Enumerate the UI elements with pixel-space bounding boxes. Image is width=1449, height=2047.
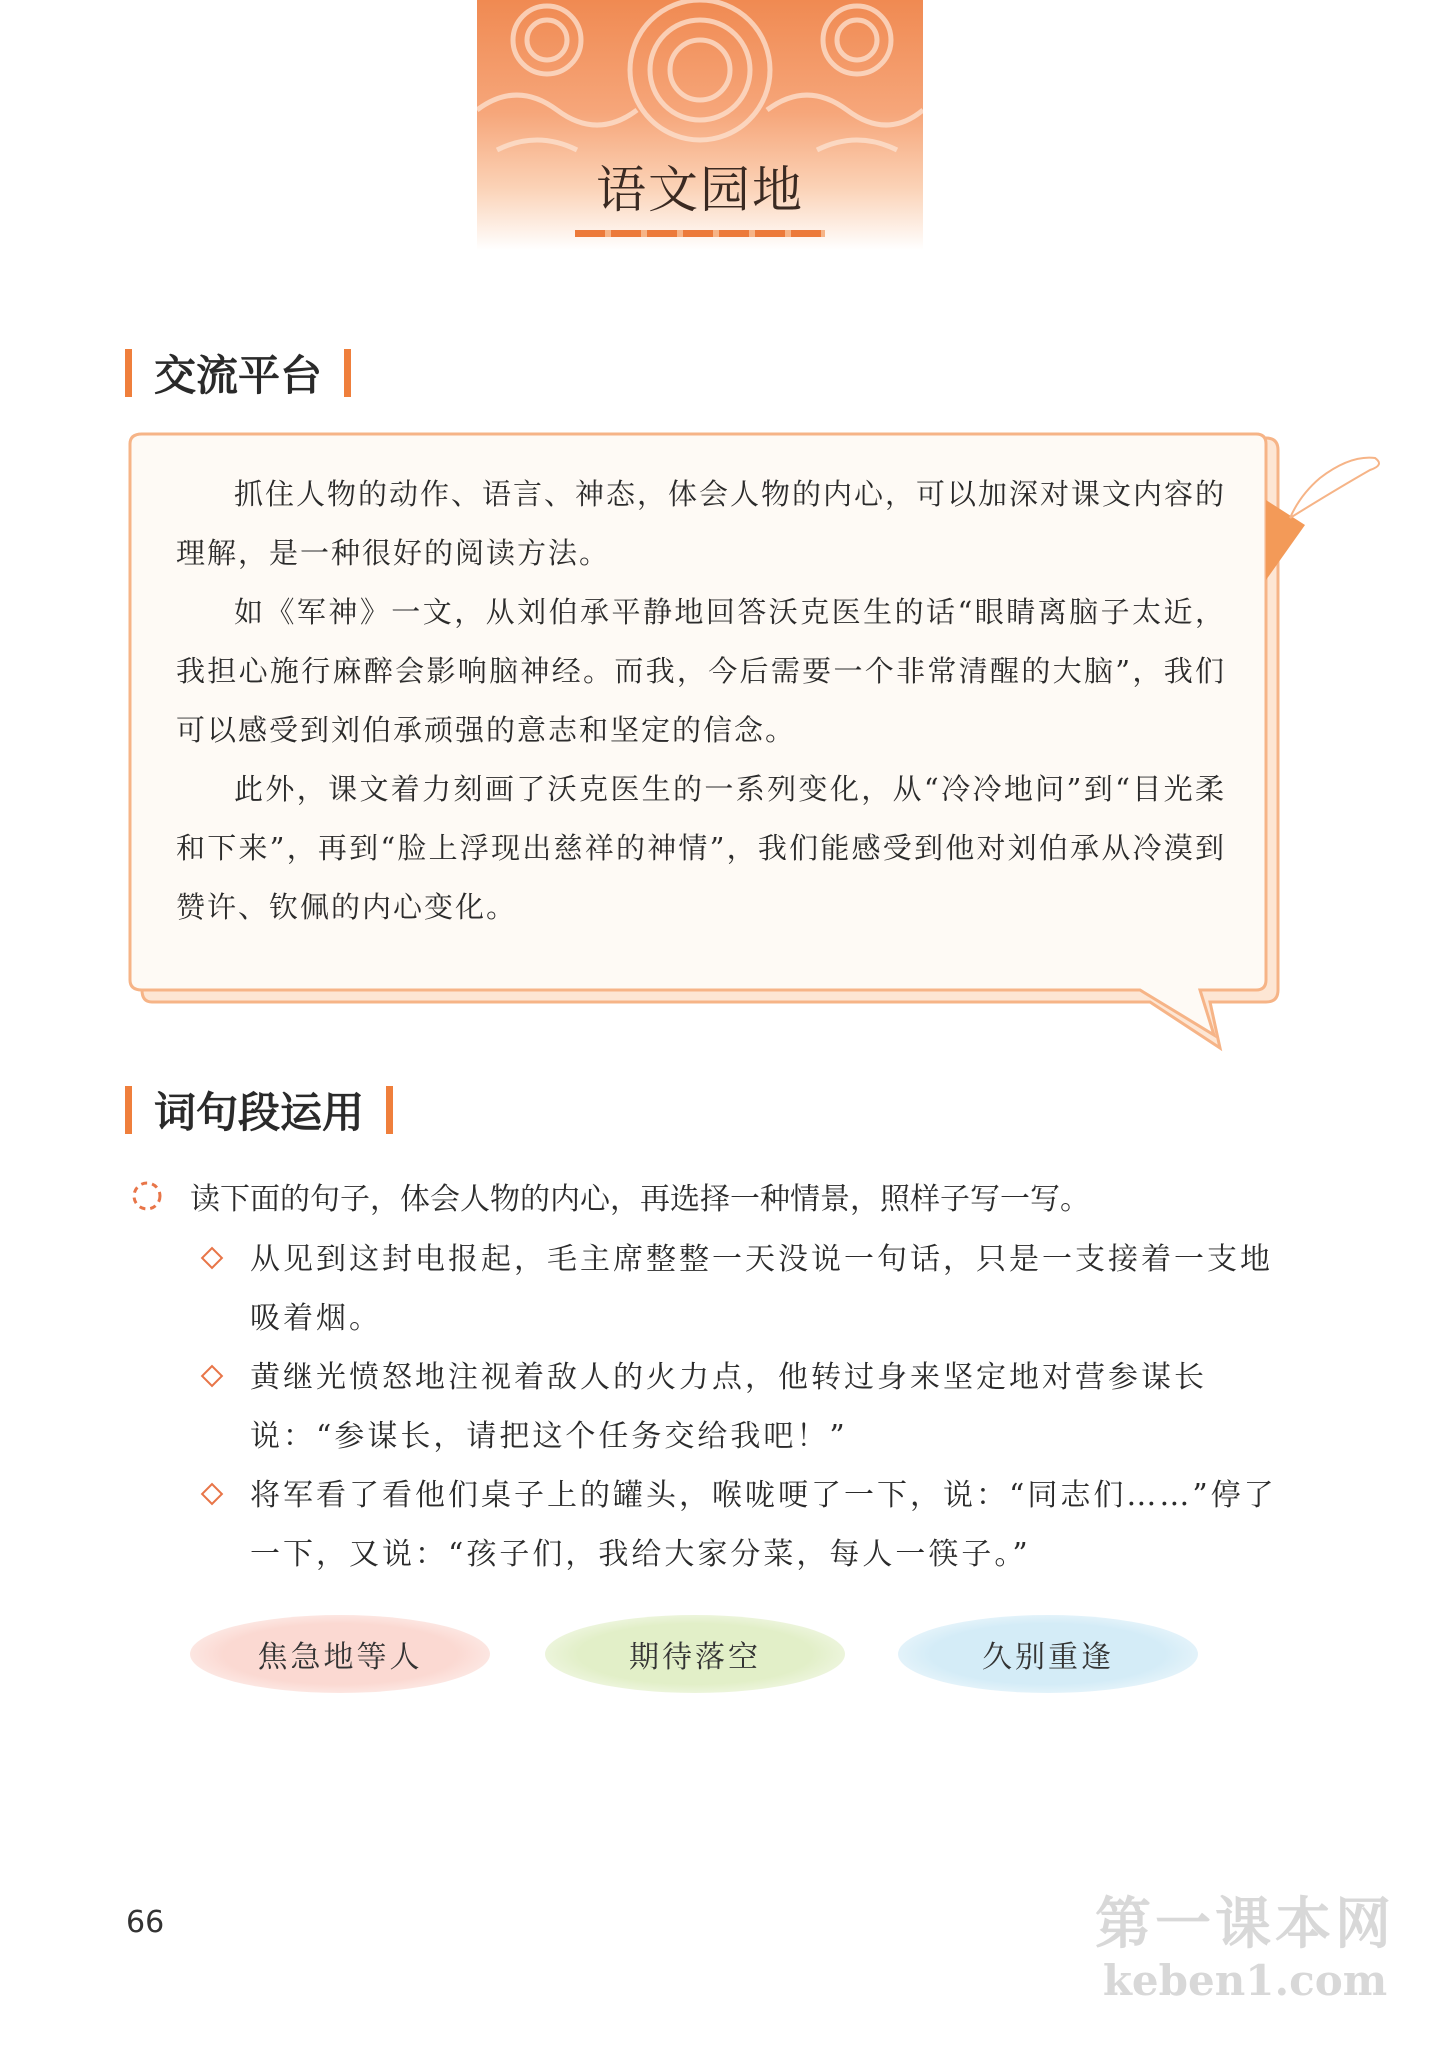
watermark-line: 第一课本网 <box>1095 1892 1395 1957</box>
diamond-bullet-icon <box>201 1365 224 1388</box>
heading-bar-right <box>344 349 351 397</box>
diamond-bullet-icon <box>201 1247 224 1270</box>
exercise-instruction <box>130 1170 1280 1222</box>
scenario-option-waiting: 焦急地等人 <box>190 1615 490 1693</box>
bubble-paragraph: 抓住人物的动作、语言、神态，体会人物的内心，可以加深对课文内容的理解，是一种很好的阅读方法。 <box>176 477 1227 570</box>
watermark <box>1080 1880 1410 2005</box>
example-sentence: 黄继光愤怒地注视着敌人的火力点，他转过身来坚定地对营参谋长说：“参谋长，请把这个任务交给我吧！” <box>250 1360 1207 1454</box>
section-title: 交流平台 <box>154 351 323 400</box>
example-sentence: 从见到这封电报起，毛主席整整一天没说一句话，只是一支接着一支地吸着烟。 <box>250 1242 1273 1336</box>
page-number: 66 <box>126 1905 165 1940</box>
scenario-option-disappointment: 期待落空 <box>545 1615 845 1693</box>
title-underline <box>575 230 825 237</box>
list-item <box>200 1230 1280 1348</box>
dotted-circle-icon <box>130 1179 164 1213</box>
diamond-bullet-icon <box>201 1483 224 1506</box>
list-item <box>200 1466 1280 1584</box>
bubble-paragraph: 如《军神》一文，从刘伯承平静地回答沃克医生的话“眼睛离脑子太近，我担心施行麻醉会影响脑神经。而我，今后需要一个非常清醒的大脑”，我们可以感受到刘伯承顽强的意志和坚定的信念。 <box>176 595 1226 747</box>
watermark-line: keben1.com <box>1102 1956 1388 2005</box>
section-heading-usage <box>125 1082 393 1138</box>
bubble-paragraph: 此外，课文着力刻画了沃克医生的一系列变化，从“冷冷地问”到“目光柔和下来”，再到“脸上浮现出慈祥的神情”，我们能感受到他对刘伯承从冷漠到赞许、钦佩的内心变化。 <box>176 772 1226 924</box>
bubble-text <box>176 465 1226 937</box>
instruction-text: 读下面的句子，体会人物的内心，再选择一种情景，照样子写一写。 <box>190 1182 1090 1217</box>
section-title: 词句段运用 <box>154 1088 365 1137</box>
page-title: 语文园地 <box>596 161 804 219</box>
example-sentence: 将军看了看他们桌子上的罐头，喉咙哽了一下，说：“同志们……”停了一下，又说：“孩子们，我给大家分菜，每人一筷子。” <box>250 1478 1277 1572</box>
list-item <box>200 1348 1280 1466</box>
heading-bar-right <box>386 1086 393 1134</box>
heading-bar-left <box>125 1086 132 1134</box>
scenario-option-reunion: 久别重逢 <box>898 1615 1198 1693</box>
example-list <box>200 1230 1280 1584</box>
section-heading-exchange <box>125 345 351 401</box>
header-banner <box>477 0 923 250</box>
heading-bar-left <box>125 349 132 397</box>
